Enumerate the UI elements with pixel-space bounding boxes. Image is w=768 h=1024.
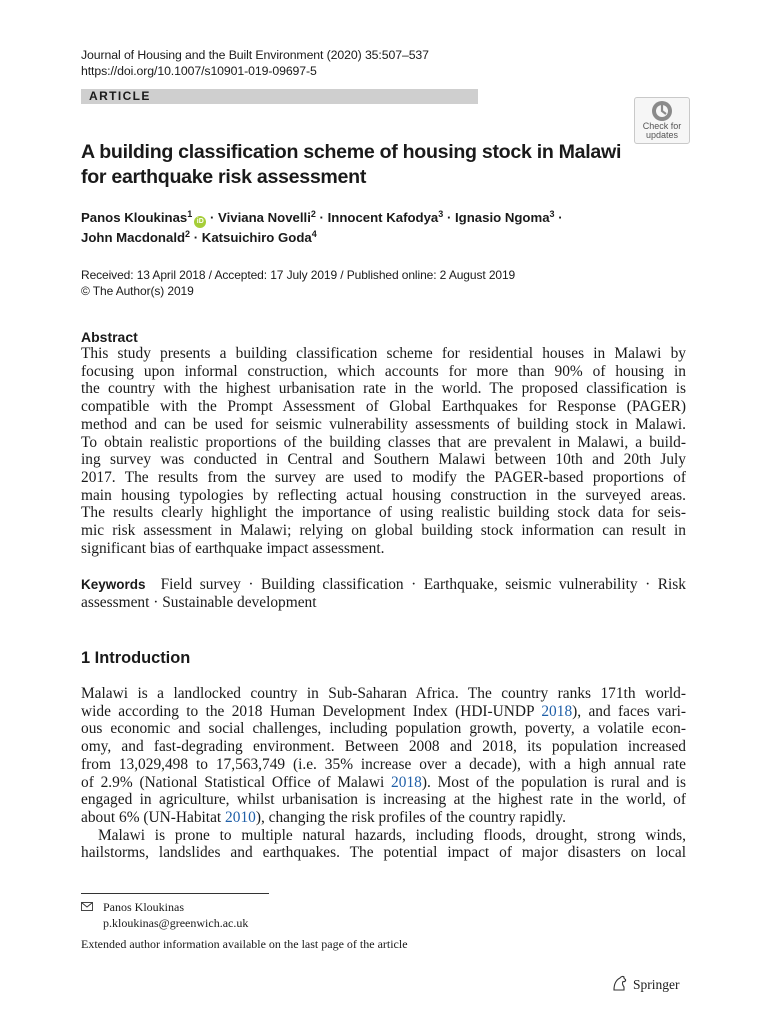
abstract-line: 2017. The results from the survey are used to modify the PAGER-based proportions of [81,468,686,486]
author-separator: · [206,210,219,225]
copyright-line: © The Author(s) 2019 [81,284,194,298]
author-list [81,208,661,247]
abstract-line: To obtain realistic proportions of the building classes that are prevalent in Malawi, a build- [81,433,686,451]
affiliation-sup: 3 [438,209,444,219]
author-name[interactable]: John Macdonald [81,230,186,245]
article-type-label: ARTICLE [89,89,151,103]
intro-text: about 6% (UN-Habitat [81,808,226,826]
abstract-line: the country with the highest urbanisation rate in the world. The proposed classification is [81,380,686,398]
abstract-line: significant bias of earthquake impact assessment. [81,539,385,557]
keywords-block [81,576,686,611]
intro-line [81,703,686,721]
check-updates-icon [650,100,674,122]
author-line-2 [81,228,661,247]
intro-line: Malawi is a landlocked country in Sub-Saharan Africa. The country ranks 171th world- [81,685,686,702]
keywords-line-1 [81,576,686,594]
publication-dates [81,267,515,299]
publisher-logo [611,975,680,994]
journal-citation: Journal of Housing and the Built Environment (2020) 35:507–537 [81,48,429,62]
abstract-line: method and can be used for seismic vulnerability assessments of building stock in Malawi. [81,415,686,433]
abstract-line: This study presents a building classification scheme for residential houses in Malawi by [81,345,686,362]
envelope-icon [81,900,95,916]
footnote-divider [81,893,269,894]
title-line-1: A building classification scheme of housing stock in Malawi [81,141,622,163]
springer-horse-icon [611,975,629,992]
affiliation-sup: 2 [310,209,316,219]
journal-header [81,47,429,79]
extended-author-info: Extended author information available on the last page of the article [81,937,408,951]
doi-link[interactable]: https://doi.org/10.1007/s10901-019-09697-5 [81,64,317,78]
intro-text: ). Most of the population is rural and is [421,773,686,791]
abstract-line: main housing typologies by reflecting actual housing construction in the surveyed areas. [81,486,686,504]
keywords-label: Keywords [81,577,146,592]
footnote-name-line [81,900,248,916]
intro-line: hailstorms, landslides and earthquakes. The potential impact of major disasters on local [81,844,686,862]
intro-line [81,774,686,792]
article-type-bar [81,89,478,104]
author-name[interactable]: Viviana Novelli [218,210,311,225]
author-line-1 [81,208,661,228]
keywords-text: Field survey · Building classification · Earthquake, seismic vulnerability · Risk [160,576,686,593]
intro-text: ), and faces vari- [572,702,686,720]
author-separator: · [315,210,328,225]
title-line-2: for earthquake risk assessment [81,166,367,188]
author-email-link[interactable]: p.kloukinas@greenwich.ac.uk [103,915,249,930]
abstract-line: compatible with the Prompt Assessment of Global Earthquakes for Response (PAGER) [81,398,686,416]
intro-text: wide according to the 2018 Human Development Index (HDI-UNDP [81,702,542,720]
author-name[interactable]: Katsuichiro Goda [201,230,312,245]
abstract-line: mic risk assessment in Malawi; relying on global building stock information can result in [81,522,686,540]
dates-line: Received: 13 April 2018 / Accepted: 17 July 2019 / Published online: 2 August 2019 [81,268,516,282]
introduction-body [81,685,686,862]
orcid-icon[interactable]: iD [194,216,206,228]
intro-line: omy, and fast-degrading environment. Between 2008 and 2018, its population increased [81,738,686,756]
intro-line [81,809,686,827]
citation-link[interactable]: 2010 [225,808,256,826]
abstract-line: focusing upon informal construction, which accounts for more than 90% of housing in [81,362,686,380]
author-name[interactable]: Ignasio Ngoma [455,210,550,225]
intro-text: of 2.9% (National Statistical Office of Malawi [81,773,392,791]
intro-text: ), changing the risk profiles of the country rapidly. [255,808,566,826]
author-separator: · [443,210,456,225]
article-title [81,140,641,190]
citation-link[interactable]: 2018 [391,773,422,791]
footnote-author-name: Panos Kloukinas [103,900,184,914]
keywords-line-2: assessment · Sustainable development [81,593,317,611]
section-heading-introduction: 1 Introduction [81,649,191,667]
check-for-updates-badge[interactable] [634,97,690,144]
affiliation-sup: 4 [311,229,317,239]
author-separator: · [190,230,202,245]
author-name[interactable]: Panos Kloukinas [81,210,188,225]
corresponding-author-footnote [81,900,248,931]
author-separator: · [554,210,563,225]
author-name[interactable]: Innocent Kafodya [327,210,439,225]
affiliation-sup: 1 [187,209,193,219]
intro-line: Malawi is prone to multiple natural hazards, including floods, drought, strong winds, [98,826,686,844]
publisher-name: Springer [633,977,680,992]
affiliation-sup: 3 [549,209,555,219]
intro-line: engaged in agriculture, whilst urbanisation is increasing at the highest rate in the world, of [81,791,686,809]
citation-link[interactable]: 2018 [541,702,573,720]
intro-line: from 13,029,498 to 17,563,749 (i.e. 35% increase over a decade), with a high annual rate [81,755,686,773]
abstract-heading: Abstract [81,329,138,345]
badge-text-line2: updates [645,130,679,140]
affiliation-sup: 2 [185,229,191,239]
abstract-line: The results clearly highlight the importance of using realistic building stock data for seis- [81,504,686,522]
abstract-body [81,345,686,557]
intro-line: ous economic and social challenges, including population growth, poverty, a volatile econ- [81,720,686,738]
abstract-line: ing survey was conducted in Central and Southern Malawi between 10th and 20th July [81,451,686,469]
badge-text-line1: Check for [642,121,682,131]
